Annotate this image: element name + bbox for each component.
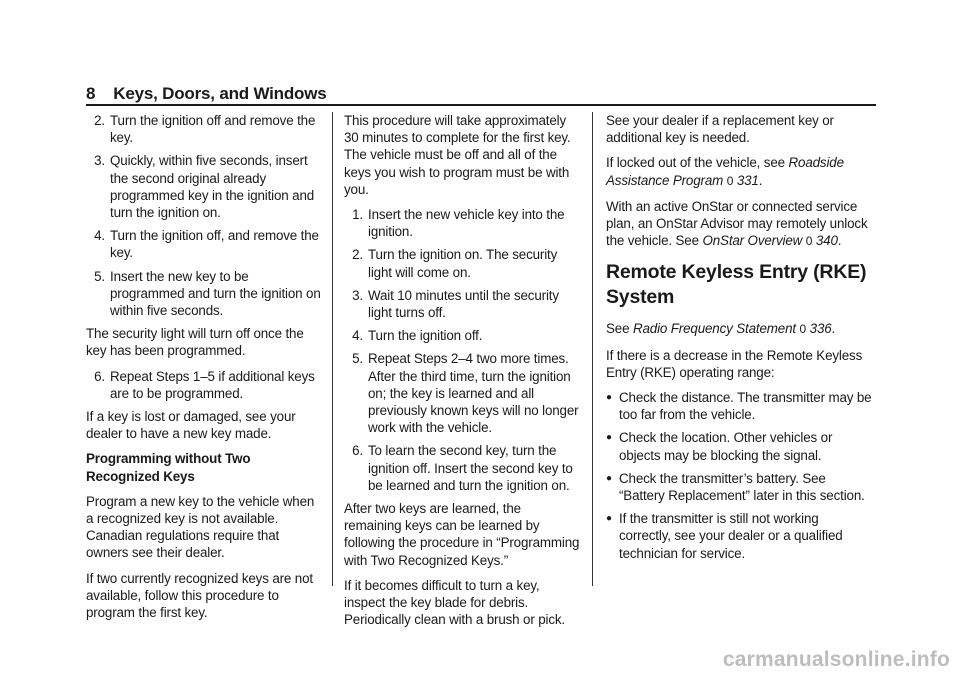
paragraph: This procedure will take approximately 30 minutes to complete for the first key. The vehicle must be off and all of the keys you wish to program must be with you. [344,113,571,197]
list-item: 4. Turn the ignition off. [352,328,483,344]
column-1 [86,112,322,629]
paragraph: If a key is lost or damaged, see your dealer to have a new key made. [86,409,296,442]
watermark: carmanualsonline.info [722,648,950,671]
page-ref[interactable]: 336 [809,321,832,337]
bullet-icon: ● [606,392,612,404]
page-number: 8 [86,84,96,103]
header-rule [86,104,876,106]
cross-reference-link[interactable]: Roadside Assistance Program [606,155,844,188]
section-heading: Remote Keyless Entry (RKE) System [606,261,867,309]
column-2 [344,112,580,636]
paragraph: See your dealer if a replacement key or additional key is needed. [606,113,834,146]
page-ref[interactable]: 331 [736,172,759,188]
paragraph: See Radio Frequency Statement 0 336. [606,321,836,337]
list-item: 3. Wait 10 minutes until the security light turns off. [352,287,559,321]
cross-reference-link[interactable]: OnStar Overview [702,233,803,249]
list-item: 6. To learn the second key, turn the ignition off. Insert the second key to be learned and turn the ignition on. [352,443,573,493]
list-item: 6. Repeat Steps 1–5 if additional keys are to be programmed. [94,368,315,401]
paragraph: After two keys are learned, the remaining keys can be learned by following the procedure in “Programming with Two Recognized Keys.” [344,501,580,568]
list-item: 3. Quickly, within five seconds, insert the second original already programmed key in the ignition and turn the ignition on. [94,153,315,221]
list-item: ● Check the distance. The transmitter may be too far from the vehicle. [606,390,872,423]
bullet-icon: ● [606,472,612,484]
subheading: Programming without Two Recognized Keys [86,451,251,484]
column-divider-1 [332,112,333,586]
list-item: ● Check the location. Other vehicles or objects may be blocking the signal. [606,430,833,463]
list-item: 1. Insert the new vehicle key into the ignition. [352,207,565,240]
paragraph: If locked out of the vehicle, see Roadside Assistance Program 0 331. [606,155,844,188]
paragraph: Program a new key to the vehicle when a recognized key is not available. Canadian regulations require that owners see their dealer. [86,493,315,561]
step-note: The security light will turn off once the key has been programmed. [86,326,304,359]
column-3 [606,112,872,568]
list-item: ● If the transmitter is still not working correctly, see your dealer or a qualified technician for service. [606,511,843,561]
list-item: 2. Turn the ignition on. The security light will come on. [352,247,558,280]
list-item: 2. Turn the ignition off and remove the key. [94,113,316,146]
paragraph: If it becomes difficult to turn a key, inspect the key blade for debris. Periodically clean with a brush or pick. [344,577,566,628]
page-ref-icon: 0 [805,234,813,249]
page-ref[interactable]: 340 [815,233,838,249]
paragraph: If two currently recognized keys are not available, follow this procedure to program the first key. [86,570,313,621]
bullet-icon: ● [606,432,612,444]
section-title: Keys, Doors, and Windows [113,84,327,103]
page-header [86,84,876,104]
paragraph: With an active OnStar or connected service plan, an OnStar Advisor may remotely unlock the vehicle. See OnStar Overview 0 340. [606,198,868,249]
page-ref-icon: 0 [799,322,807,337]
bullet-icon: ● [606,513,612,525]
list-item: 5. Insert the new key to be programmed and turn the ignition on within five seconds. [94,268,321,319]
list-item: 5. Repeat Steps 2–4 two more times. After the third time, turn the ignition on; the key is learned and all previously known keys will no longer work with the vehicle. [352,351,579,436]
list-item: ● Check the transmitter’s battery. See “Battery Replacement” later in this section. [606,470,865,504]
page-ref-icon: 0 [726,173,734,188]
paragraph: If there is a decrease in the Remote Keyless Entry (RKE) operating range: [606,347,863,380]
list-item: 4. Turn the ignition off, and remove the key. [94,228,319,261]
column-divider-2 [592,112,593,586]
cross-reference-link[interactable]: Radio Frequency Statement [632,321,796,337]
